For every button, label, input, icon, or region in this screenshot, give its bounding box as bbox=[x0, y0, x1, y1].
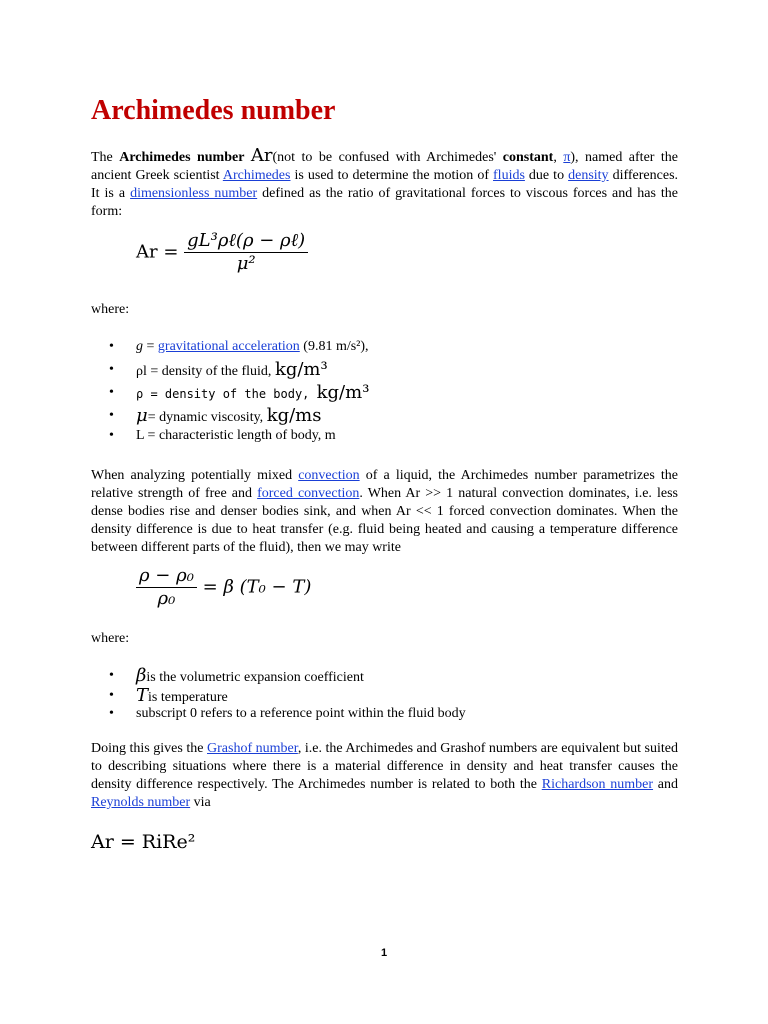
item-text: = density of the body, bbox=[143, 387, 317, 401]
link-richardson-number[interactable]: Richardson number bbox=[541, 777, 654, 792]
link-convection[interactable]: convection bbox=[298, 468, 360, 483]
link-reynolds-number[interactable]: Reynolds number bbox=[91, 795, 191, 810]
list-item bbox=[91, 686, 678, 705]
formula-denominator: μ² bbox=[236, 253, 256, 274]
unit: kg/ms bbox=[266, 405, 322, 426]
item-text: subscript 0 refers to a reference point within the fluid body bbox=[136, 706, 466, 721]
bullet: • bbox=[109, 408, 114, 423]
intro-text: (not to be confused with Archimedes' bbox=[272, 150, 503, 165]
grashof-paragraph bbox=[91, 740, 678, 812]
link-fluids[interactable]: fluids bbox=[493, 168, 525, 183]
intro-text: ), named after the ancient Greek scientist bbox=[91, 150, 679, 183]
bullet: • bbox=[109, 668, 114, 683]
variable-symbol: g bbox=[136, 339, 143, 354]
link-density[interactable]: density bbox=[568, 168, 609, 183]
para-text: of a liquid, the Archimedes number parametrizes the relative strength of free and bbox=[91, 468, 678, 501]
para-text: , i.e. the Archimedes and Grashof numbers are equivalent but suited to describing situations where there is a material difference in density and heat transfer causes the density difference respectively. The Archimedes number is related to both the bbox=[91, 741, 678, 792]
intro-text: due to bbox=[524, 168, 569, 183]
link-archimedes[interactable]: Archimedes bbox=[222, 168, 291, 183]
bullet: • bbox=[109, 362, 114, 377]
link-pi[interactable]: π bbox=[563, 150, 571, 165]
link-gravitational-acceleration[interactable]: gravitational acceleration bbox=[157, 339, 300, 354]
link-forced-convection[interactable]: forced convection bbox=[257, 486, 360, 501]
formula-numerator: ρ − ρ₀ bbox=[136, 567, 197, 588]
item-text: (9.81 m/s²), bbox=[299, 339, 369, 354]
intro-text: The bbox=[91, 150, 120, 165]
list-item bbox=[91, 335, 678, 358]
formula-fraction bbox=[136, 567, 197, 608]
variable-list bbox=[91, 335, 678, 445]
item-text: = bbox=[143, 339, 158, 354]
item-text: is the volumetric expansion coefficient bbox=[146, 670, 364, 685]
item-text: = density of the fluid, bbox=[146, 364, 275, 379]
unit: kg/m³ bbox=[316, 382, 370, 403]
density-formula bbox=[136, 567, 436, 608]
para-text: When analyzing potentially mixed bbox=[91, 468, 299, 483]
variable-symbol: ρ bbox=[136, 387, 144, 401]
bullet: • bbox=[109, 339, 114, 354]
intro-text: defined as the ratio of gravitational forces to viscous forces and has the form: bbox=[91, 186, 679, 219]
variable-symbol: ρl bbox=[136, 364, 147, 379]
where-label-2: where: bbox=[91, 631, 130, 646]
formula-rhs: = β (T₀ − T) bbox=[202, 576, 312, 598]
bullet: • bbox=[109, 385, 114, 400]
intro-text: , bbox=[553, 150, 564, 165]
page-number: 1 bbox=[380, 947, 388, 959]
formula-denominator: ρ₀ bbox=[157, 588, 176, 609]
item-text: is temperature bbox=[148, 690, 228, 705]
formula-numerator: gL³ρℓ(ρ − ρℓ) bbox=[184, 232, 308, 253]
item-text: = dynamic viscosity, bbox=[147, 410, 267, 425]
definitions-list bbox=[91, 666, 678, 723]
archimedes-formula bbox=[136, 232, 436, 273]
para-text: . When Ar >> 1 natural convection dominates, i.e. less dense bodies rise and denser bodies sink, and when Ar << 1 forced convection dominates. When the density difference is due to heat transfer (e.g. fluid being heated and causing a temperature difference between different parts of the fluid), then we may write bbox=[91, 486, 678, 555]
bold-constant: constant bbox=[502, 150, 554, 165]
formula-fraction bbox=[184, 232, 308, 273]
list-item bbox=[91, 358, 678, 381]
para-text: via bbox=[190, 795, 211, 810]
intro-text: is used to determine the motion of bbox=[290, 168, 494, 183]
list-item bbox=[91, 666, 678, 686]
list-item bbox=[91, 404, 678, 427]
variable-symbol: β bbox=[136, 665, 147, 686]
variable-symbol: L bbox=[136, 428, 145, 443]
intro-paragraph bbox=[91, 147, 678, 221]
bullet: • bbox=[109, 428, 114, 443]
convection-paragraph bbox=[91, 467, 678, 557]
unit: kg/m³ bbox=[274, 359, 328, 380]
para-text: Doing this gives the bbox=[91, 741, 208, 756]
link-grashof-number[interactable]: Grashof number bbox=[207, 741, 298, 756]
para-text: and bbox=[653, 777, 679, 792]
list-item bbox=[91, 381, 678, 404]
list-item bbox=[91, 705, 678, 723]
ar-symbol: Ar bbox=[250, 145, 273, 166]
richardson-reynolds-formula: Ar = RiRe² bbox=[91, 831, 196, 853]
link-dimensionless-number[interactable]: dimensionless number bbox=[130, 186, 258, 201]
variable-symbol: T bbox=[136, 685, 149, 706]
variable-symbol: μ bbox=[136, 405, 148, 426]
page-title: Archimedes number bbox=[91, 95, 336, 126]
formula-lhs: Ar = bbox=[136, 241, 179, 263]
bullet: • bbox=[109, 688, 114, 703]
bullet: • bbox=[109, 706, 114, 721]
bold-term: Archimedes number bbox=[119, 150, 245, 165]
intro-text: differences. It is a bbox=[91, 168, 679, 201]
where-label-1: where: bbox=[91, 302, 130, 317]
list-item bbox=[91, 427, 678, 445]
item-text: = characteristic length of body, m bbox=[144, 428, 336, 443]
